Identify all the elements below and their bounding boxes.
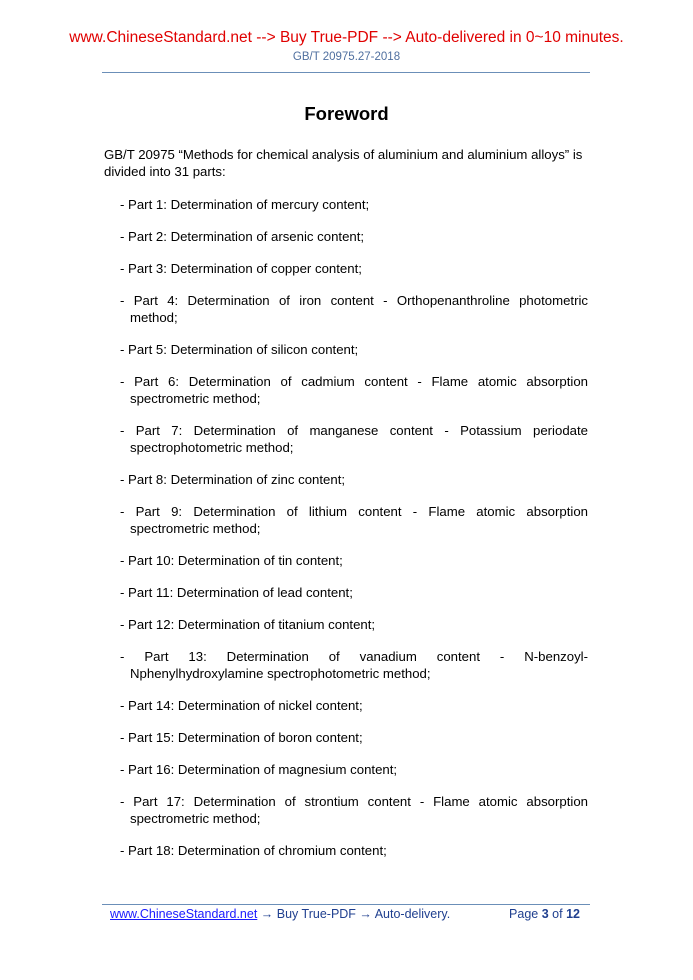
list-item: - Part 18: Determination of chromium content; bbox=[120, 843, 387, 858]
list-item: - Part 16: Determination of magnesium content; bbox=[120, 762, 398, 777]
footer-website-link[interactable]: www.ChineseStandard.net bbox=[110, 907, 258, 921]
total-pages: 12 bbox=[566, 907, 580, 921]
list-item: - Part 13: Determination of vanadium content - N-benzoyl-Nphenylhydroxylamine spectrophotometric method; bbox=[120, 649, 588, 681]
list-item: - Part 10: Determination of tin content; bbox=[120, 553, 343, 568]
list-item: - Part 9: Determination of lithium content - Flame atomic absorption spectrometric method; bbox=[120, 504, 588, 536]
list-item: - Part 14: Determination of nickel content; bbox=[120, 698, 363, 713]
current-page-number: 3 bbox=[541, 907, 549, 921]
promo-banner[interactable]: www.ChineseStandard.net --> Buy True-PDF --> Auto-delivered in 0~10 minutes. bbox=[69, 29, 624, 46]
header-divider bbox=[102, 72, 590, 73]
page-indicator bbox=[509, 906, 580, 922]
parts-list bbox=[120, 196, 588, 874]
page-label: Page bbox=[509, 907, 539, 921]
footer-delivery-text: → Buy True-PDF → Auto-delivery. bbox=[257, 907, 451, 921]
list-item: - Part 7: Determination of manganese content - Potassium periodate spectrophotometric method; bbox=[120, 423, 588, 455]
page-title: Foreword bbox=[304, 103, 389, 124]
list-item: - Part 2: Determination of arsenic content; bbox=[120, 229, 365, 244]
document-code: GB/T 20975.27-2018 bbox=[292, 51, 401, 63]
page-footer bbox=[110, 906, 580, 922]
list-item: - Part 12: Determination of titanium content; bbox=[120, 617, 376, 632]
footer-divider bbox=[102, 904, 590, 905]
list-item: - Part 1: Determination of mercury content; bbox=[120, 197, 370, 212]
list-item: - Part 3: Determination of copper content; bbox=[120, 261, 362, 276]
list-item: - Part 5: Determination of silicon content; bbox=[120, 342, 359, 357]
of-label: of bbox=[552, 907, 563, 921]
intro-paragraph: GB/T 20975 “Methods for chemical analysis of aluminium and aluminium alloys” is divided into 31 parts: bbox=[104, 147, 583, 179]
list-item: - Part 15: Determination of boron content; bbox=[120, 730, 363, 745]
list-item: - Part 6: Determination of cadmium content - Flame atomic absorption spectrometric method; bbox=[120, 374, 588, 406]
list-item: - Part 17: Determination of strontium content - Flame atomic absorption spectrometric method; bbox=[120, 794, 588, 826]
list-item: - Part 4: Determination of iron content - Orthopenanthroline photometric method; bbox=[120, 293, 588, 325]
list-item: - Part 11: Determination of lead content; bbox=[120, 585, 353, 600]
list-item: - Part 8: Determination of zinc content; bbox=[120, 472, 346, 487]
